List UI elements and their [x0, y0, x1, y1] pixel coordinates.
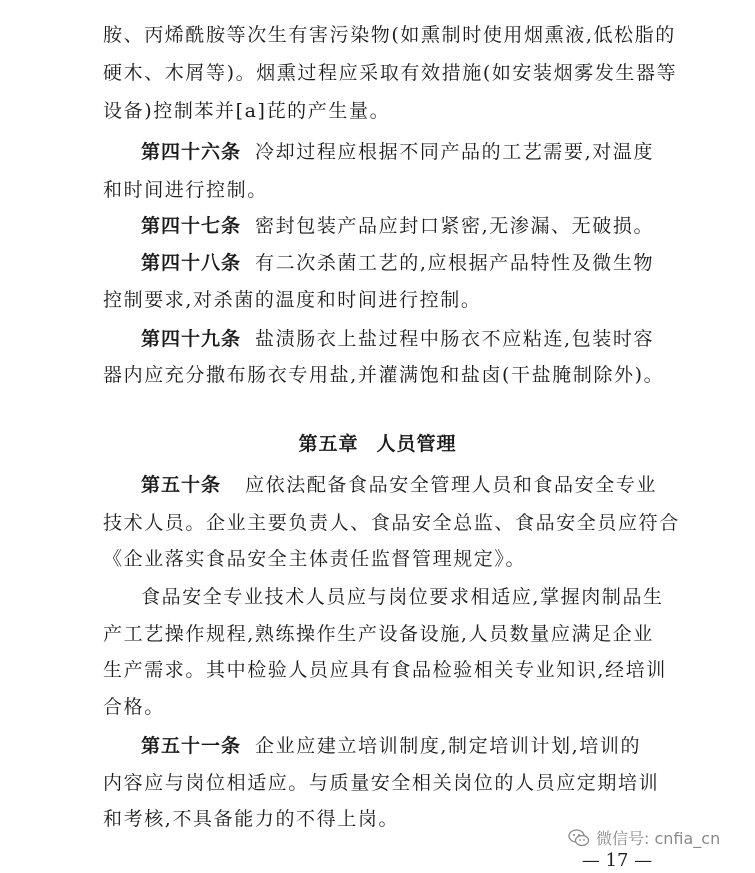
article-47 — [141, 213, 663, 239]
text-line: 生产需求。其中检验人员应具有食品检验相关专业知识,经培训 — [103, 659, 667, 681]
text-line: 胺、丙烯酰胺等次生有害污染物(如熏制时使用烟熏液,低松脂的 — [103, 24, 676, 46]
text-line: 器内应充分撒布肠衣专用盐,并灌满饱和盐卤(干盐腌制除外)。 — [103, 364, 665, 386]
article-number: 第四十八条 — [141, 252, 242, 274]
article-50 — [141, 472, 663, 498]
article-49 — [141, 326, 663, 352]
article-text: 企业应建立培训制度,制定培训计划,培训的 — [255, 735, 642, 757]
chapter-heading — [0, 430, 755, 458]
article-text: 密封包装产品应封口紧密,无渗漏、无破损。 — [255, 215, 655, 237]
article-text: 有二次杀菌工艺的,应根据产品特性及微生物 — [255, 252, 655, 274]
paragraph-line: 食品安全专业技术人员应与岗位要求相适应,掌握肉制品生 — [141, 586, 664, 608]
text-line: 硬木、木屑等)。烟熏过程应采取有效措施(如安装烟雾发生器等 — [103, 62, 678, 84]
watermark-text: 微信号: cnfia_cn — [596, 829, 721, 848]
wechat-icon — [568, 828, 590, 848]
text-line: 技术人员。企业主要负责人、食品安全总监、食品安全员应符合 — [103, 512, 680, 534]
article-number: 第四十七条 — [141, 215, 242, 237]
text-line: 产工艺操作规程,熟练操作生产设备设施,人员数量应满足企业 — [103, 623, 654, 645]
article-number: 第五十条 — [141, 474, 222, 496]
text-line: 和时间进行控制。 — [103, 179, 268, 201]
article-number: 第五十一条 — [141, 735, 242, 757]
article-number: 第四十九条 — [141, 328, 242, 350]
page-number: — 17 — — [581, 850, 653, 871]
article-text: 盐渍肠衣上盐过程中肠衣不应粘连,包装时容 — [255, 328, 655, 350]
text-line: 设备)控制苯并[a]芘的产生量。 — [103, 100, 391, 122]
article-text: 冷却过程应根据不同产品的工艺需要,对温度 — [255, 141, 655, 163]
text-line: 和考核,不具备能力的不得上岗。 — [103, 808, 400, 830]
wechat-watermark — [568, 826, 720, 849]
text-line: 《企业落实食品安全主体责任监督管理规定》。 — [103, 548, 527, 570]
chapter-number: 第五章 — [298, 433, 359, 455]
article-number: 第四十六条 — [141, 141, 242, 163]
text-line: 内容应与岗位相适应。与质量安全相关岗位的人员应定期培训 — [103, 772, 660, 794]
article-51 — [141, 733, 663, 759]
text-line: 合格。 — [103, 696, 165, 718]
article-46 — [141, 139, 663, 165]
article-48 — [141, 250, 663, 276]
text-line: 控制要求,对杀菌的温度和时间进行控制。 — [103, 289, 482, 311]
article-text: 应依法配备食品安全管理人员和食品安全专业 — [245, 474, 658, 496]
chapter-title: 人员管理 — [376, 433, 457, 455]
